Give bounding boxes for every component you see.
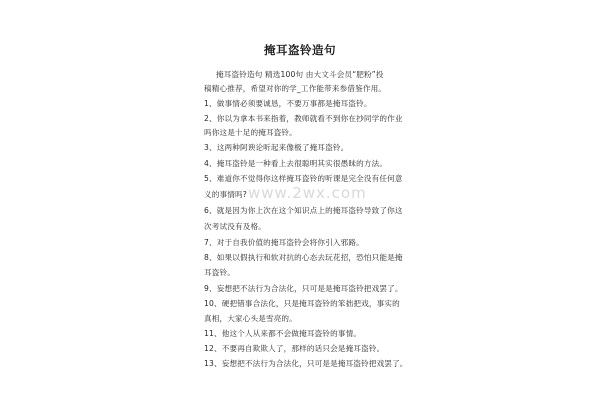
text-line: 次考试没有及格。 [204,222,266,231]
text-line: 吗你这是十足的掩耳盗铃。 [204,128,297,137]
text-line: 5、难道你不觉得你这样掩耳盗铃的听课是完全没有任何意 [204,174,403,183]
text-line: 4、掩耳盗铃是一种看上去很聪明其实很愚昧的方法。 [204,159,388,168]
document-title: 掩耳盗铃造句 [264,43,336,57]
watermark: www.2wx.com [248,184,367,202]
text-line: 8、如果以假执行和软对抗的心态去玩花招，恐怕只能是掩 [204,253,403,262]
text-line: 11、他这个人从来都不会做掩耳盗铃的事情。 [204,329,362,338]
text-line: 1、做事情必须要诚恳，不要万事都是掩耳盗铃。 [204,99,372,108]
text-line: 2、你以为拿本书来指着，教师就看不到你在抄同学的作业 [204,114,403,123]
text-line: 13、妄想把不法行为合法化，只可是是掩耳盗铃把戏罢了。 [204,359,408,368]
text-line: 10、硬把错事合法化，只是掩耳盗铃的笨拙把戏，事实的 [204,299,400,308]
intro-line: 稿精心推荐，希望对你的学_工作能带来参借鉴作用。 [204,84,387,93]
text-line: 12、不要再自欺欺人了，那样的话只会是掩耳盗铃。 [204,344,385,353]
text-line: 7、对于自我价值的掩耳盗铃会将你引入邪路。 [204,238,364,247]
text-line: 耳盗铃。 [204,268,235,277]
text-line: 真相，大家心头是雪亮的。 [204,314,297,323]
text-line: 义的事情吗? [204,190,247,199]
text-line: 6、就是因为你上次在这个知识点上的掩耳盗铃导致了你这 [204,206,403,215]
intro-line: 掩耳盗铃造句 精选100句 由大文斗会员“肥粉”投 [216,70,384,79]
text-line: 3、这两种阿谀论听起来像极了掩耳盗铃。 [204,143,349,152]
text-line: 9、妄想把不法行为合法化，只可是是掩耳盗铃把戏罢了。 [204,284,403,293]
